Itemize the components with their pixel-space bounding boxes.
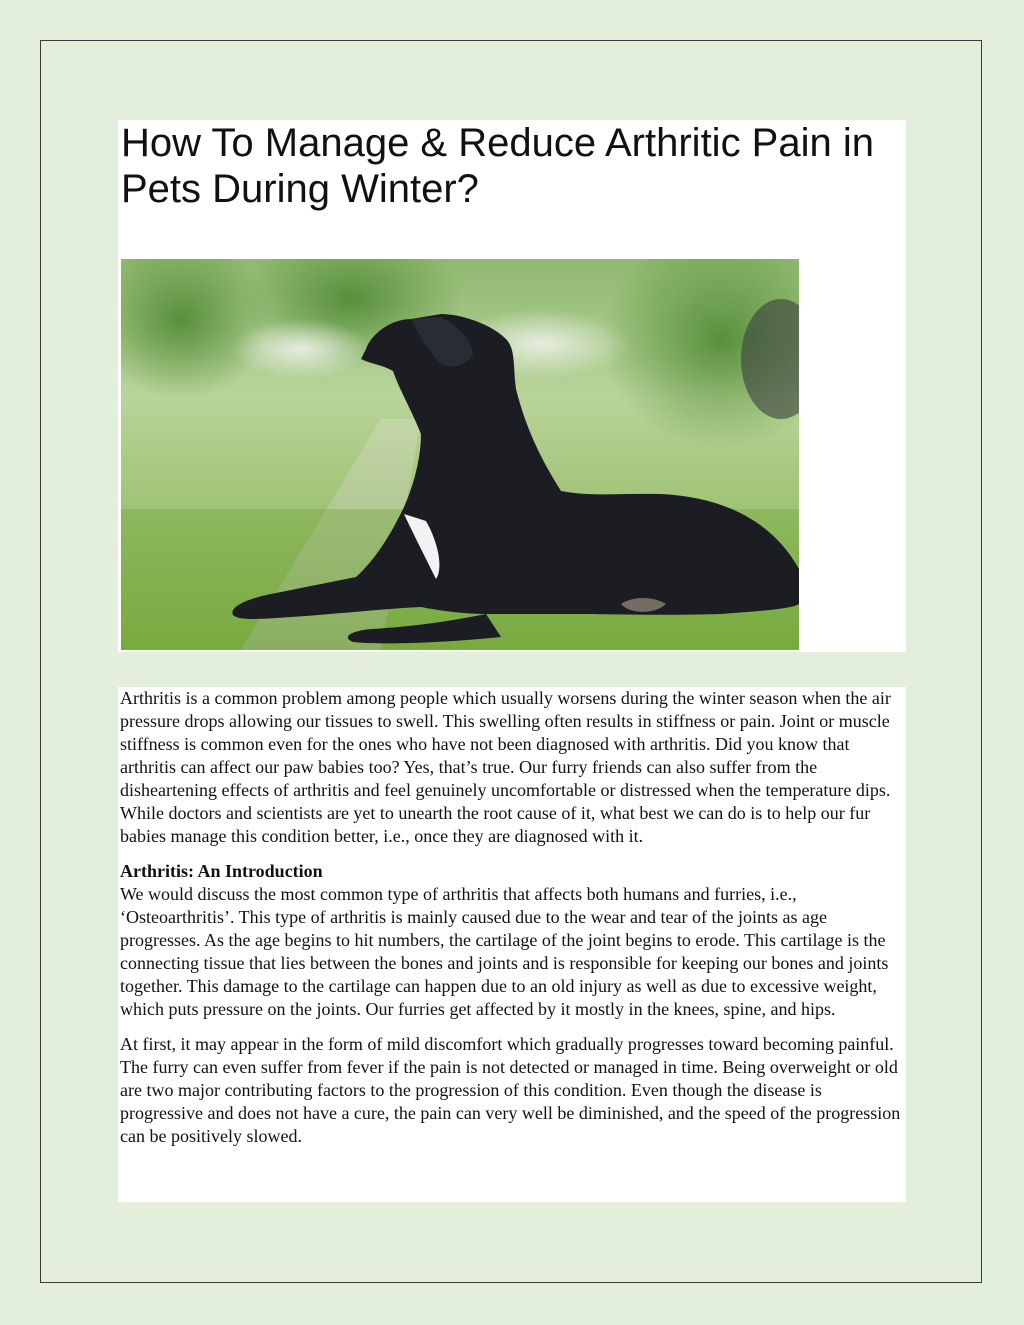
title-block <box>118 120 906 652</box>
introduction-section <box>118 860 906 1021</box>
dog-photo <box>121 259 799 650</box>
closing-paragraph: At first, it may appear in the form of mild discomfort which gradually progresses toward becoming painful. The furry can even suffer from fever if the pain is not detected or managed in time. Being overweight or old are two major contributing factors to the progression of this condition. Even though the disease is progressive and does not have a cure, the pain can very well be diminished, and the speed of the progression can be positively slowed. <box>120 1034 901 1146</box>
article-body <box>118 687 906 1202</box>
section-paragraph: We would discuss the most common type of arthritis that affects both humans and furries, i.e., ‘Osteoarthritis’. This type of arthritis is mainly caused due to the wear and tear of the joints as age progresses. As the age begins to hit numbers, the cartilage of the joint begins to erode. This cartilage is the connecting tissue that lies between the bones and joints and is responsible for keeping our bones and joints together. This damage to the cartilage can happen due to an old injury as well as due to excessive weight, which puts pressure on the joints. Our furries get affected by it mostly in the knees, spine, and hips. <box>120 884 889 1019</box>
intro-paragraph: Arthritis is a common problem among people which usually worsens during the winter season when the air pressure drops allowing our tissues to swell. This swelling often results in stiffness or pain. Joint or muscle stiffness is common even for the ones who have not been diagnosed with arthritis. Did you know that arthritis can affect our paw babies too? Yes, that’s true. Our furry friends can also suffer from the disheartening effects of arthritis and feel genuinely uncomfortable or distressed when the temperature dips. While doctors and scientists are yet to unearth the root cause of it, what best we can do is to help our fur babies manage this condition better, i.e., once they are diagnosed with it. <box>120 688 891 846</box>
section-heading: Arthritis: An Introduction <box>120 861 323 881</box>
page-title: How To Manage & Reduce Arthritic Pain in Pets During Winter? <box>121 121 874 211</box>
